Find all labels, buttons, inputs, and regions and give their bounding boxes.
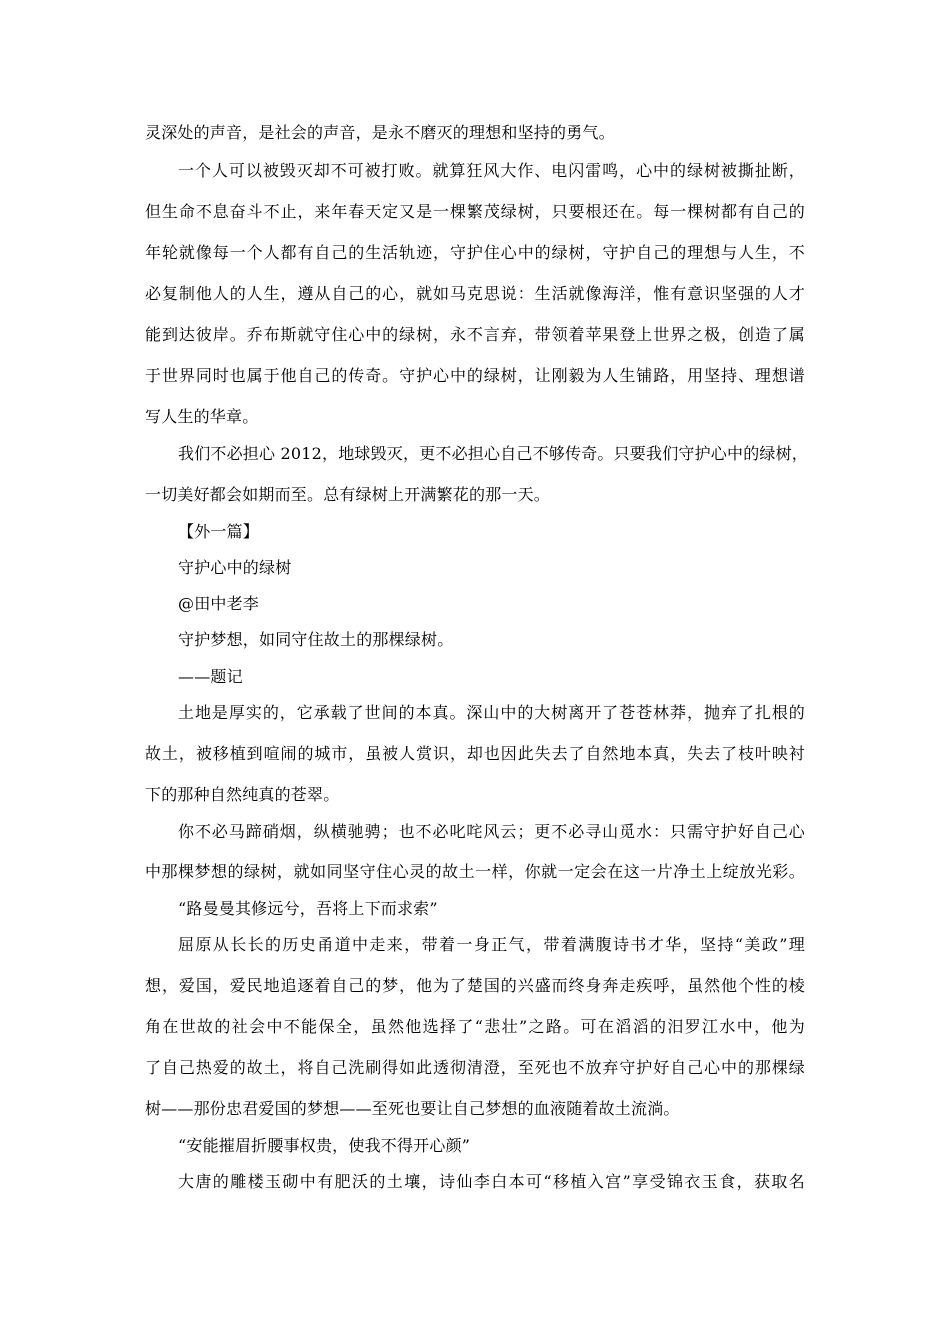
section-heading: 【外一篇】 (178, 522, 260, 541)
text-line: 但生命不息奋斗不止，来年春天定又是一棵繁茂绿树，只要根还在。每一棵树都有自己的 (145, 202, 805, 221)
text-line: 你不必马蹄硝烟，纵横驰骋；也不必叱咤风云；更不必寻山觅水：只需守护好自己心 (178, 822, 805, 841)
text-line: 中那棵梦想的绿树，就如同坚守住心灵的故土一样，你就一定会在这一片净土上绽放光彩。 (145, 862, 805, 881)
quote-line: “安能摧眉折腰事权贵，使我不得开心颜” (178, 1136, 471, 1155)
text-line: 下的那种自然纯真的苍翠。 (145, 785, 340, 804)
text-line: 想，爱国，爱民地追逐着自己的梦，他为了楚国的兴盛而终身奔走疾呼，虽然他个性的棱 (145, 976, 805, 995)
text-line: 年轮就像每一个人都有自己的生活轨迹，守护住心中的绿树，守护自己的理想与人生，不 (145, 243, 805, 262)
author-line: @田中老李 (178, 594, 260, 613)
text-line: 于世界同时也属于他自己的传奇。守护心中的绿树，让刚毅为人生铺路，用坚持、理想谱 (145, 366, 805, 385)
text-line: 必复制他人的人生，遵从自己的心，就如马克思说：生活就像海洋，惟有意识坚强的人才 (145, 284, 805, 303)
epigraph: 守护梦想，如同守住故土的那棵绿树。 (178, 630, 454, 649)
text-line: 屈原从长长的历史甬道中走来，带着一身正气，带着满腹诗书才华，坚持“美政”理 (178, 935, 805, 954)
text-line: 大唐的雕楼玉砌中有肥沃的土壤，诗仙李白本可“移植入宫”享受锦衣玉食，获取名 (178, 1172, 805, 1191)
text-line: 土地是厚实的，它承载了世间的本真。深山中的大树离开了苍苍林莽，抛弃了扎根的 (178, 703, 805, 722)
text-line: 一个人可以被毁灭却不可被打败。就算狂风大作、电闪雷鸣，心中的绿树被撕扯断， (178, 161, 805, 180)
text-line: 写人生的华章。 (145, 407, 259, 426)
text-line: 能到达彼岸。乔布斯就守住心中的绿树，永不言弃，带领着苹果登上世界之极，创造了属 (145, 325, 805, 344)
text-line: 故土，被移植到喧闹的城市，虽被人赏识，却也因此失去了自然地本真，失去了枝叶映衬 (145, 744, 805, 763)
text-line: 角在世故的社会中不能保全，虽然他选择了“悲壮”之路。可在滔滔的汨罗江水中，他为 (145, 1017, 805, 1036)
text-line: 灵深处的声音，是社会的声音，是永不磨灭的理想和坚持的勇气。 (145, 123, 615, 142)
text-line: 树——那份忠君爱国的梦想——至死也要让自己梦想的血液随着故土流淌。 (145, 1099, 680, 1118)
epigraph-attribution: ——题记 (178, 667, 243, 686)
text-line: 了自己热爱的故土，将自己洗刷得如此透彻清澄，至死也不放弃守护好自己心中的那棵绿 (145, 1058, 805, 1077)
text-line: 我们不必担心 2012，地球毁灭，更不必担心自己不够传奇。只要我们守护心中的绿树， (178, 444, 809, 463)
article-title: 守护心中的绿树 (178, 558, 292, 577)
text-line: 一切美好都会如期而至。总有绿树上开满繁花的那一天。 (145, 485, 551, 504)
quote-line: “路曼曼其修远兮，吾将上下而求索” (178, 899, 438, 918)
